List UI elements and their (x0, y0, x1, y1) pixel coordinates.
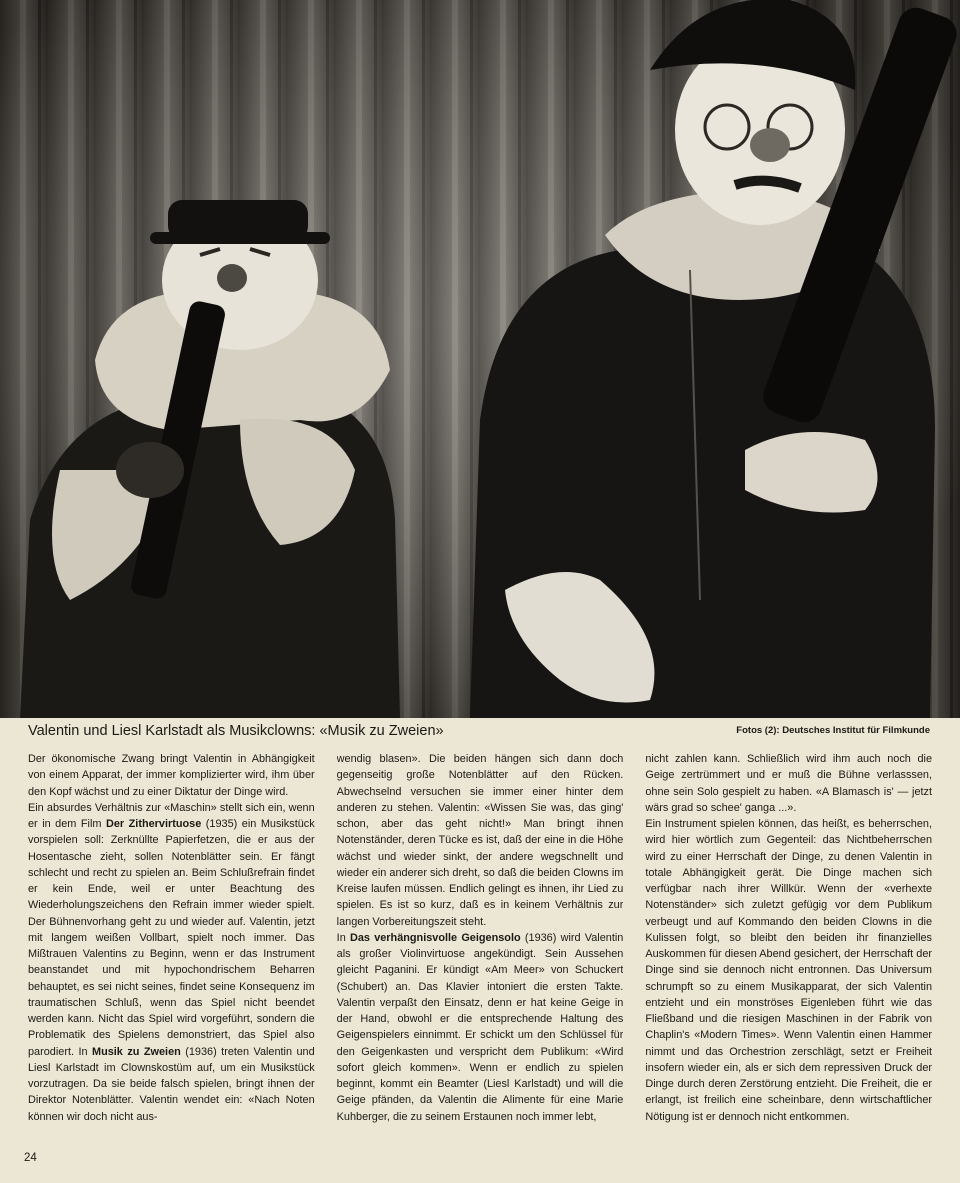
text-column-2 (337, 751, 624, 1151)
text-run: (1936) treten Valentin und Liesl Karlstadt im Clownskostüm auf, um ein Musikstück vorzutragen. Da sie beide falsch spielen, bringt ihnen der Direktor Notenblätter. Valentin wendet ein: «Nach Noten können wir doch nicht aus- (28, 1045, 315, 1123)
paragraph (337, 930, 624, 1125)
film-title: Das verhängnisvolle Geigensolo (349, 931, 521, 944)
text-column-1 (28, 751, 315, 1151)
photo-credit: Fotos (2): Deutsches Institut für Filmkunde (736, 725, 930, 736)
text-column-3 (645, 751, 932, 1151)
paragraph (645, 751, 932, 816)
page-number: 24 (24, 1152, 37, 1164)
text-run: In (336, 931, 350, 944)
text-run: (1936) wird Valentin als großer Violinvirtuose angekündigt. Sein Aussehen gleicht Paganini. Er kündigt «Am Meer» von Schuckert (Schubert) an. Das Klavier intoniert die ersten Takte. Valentin verpaßt den Einsatz, denn er hat keine Geige in der Hand, obwohl er die entsprechende Haltung des Geigenspielers einnimmt. Er schickt um den Schlüssel für den Geigenkasten und verspricht dem Publikum: «Wird sofort gleich kommen». Wenn er endlich zu spielen beginnt, kommt ein Beamter (Liesl Karlstadt) und will die Geige pfänden, da Valentin die Alimente für eine Marie Kuhberger, die zu seinem Erstaunen noch immer lebt, (336, 931, 624, 1123)
photo-caption: Valentin und Liesl Karlstadt als Musikclowns: «Musik zu Zweien» (28, 723, 444, 739)
article-body (28, 751, 932, 1151)
paragraph (337, 751, 624, 930)
paragraph (645, 816, 932, 1125)
film-title: Musik zu Zweien (92, 1045, 181, 1058)
text-run: Ein absurdes Verhältnis zur «Maschin» stellt sich ein, wenn er in dem Film (28, 801, 315, 830)
text-run: (1935) ein Musikstück vorspielen soll: Zerknüllte Papierfetzen, die er aus der Hosentasche zieht, sollen Notenblätter sein. Er fängt schlecht und recht zu spielen an. Beim Schlußrefrain findet er kein Ende, weil er unter Beachtung des Wiederholungszeichens den Refrain immer wieder spielt. Der Bühnenvorhang geht zu und wieder auf. Valentin, jetzt mit langem weißen Vollbart, spielt noch immer. Das Mißtrauen Valentins zu Beginn, wenn er das Instrument beanstandet und mit hypochondrischem Beharren behauptet, es sei nicht seines, findet seine Konsequenz im traumatischen Schluß, wenn das Spiel nicht beendet werden kann. Nicht das Spiel wird vorgeführt, sondern die Problematik des Spielens demonstriert, das Spiel also parodiert. In (28, 818, 315, 1058)
text-run: Ein Instrument spielen können, das heißt, es beherrschen, wird hier wörtlich zum Gegenteil: das Nichtbeherrschen wird zu einer Herrschaft der Dinge, zu denen Valentin in totale Abhängigkeit gerät. Die Dinge machen sich verfügbar nach ihrer Willkür. Wenn der «verhexte Notenständer» sich zuletzt gefügig vor dem Publikum verbeugt und auf Kommando den beiden Clowns in die Kulissen folgt, so bleibt den beiden ihr finanzielles Auskommen für diesen Abend gesichert, der Herrschaft der Dinge sind sie dennoch nicht entronnen. Das Universum schrumpft so zu einem Musikapparat, der sich Valentin entzieht und ein monströses Eigenleben führt wie das Fließband und die riesigen Maschinen in der Fabrik von Chaplin's «Modern Times». Wenn Valentin einen Hammer nimmt und das Orchestrion zerschlägt, setzt er Freiheit insofern wieder ein, als er sich dem repressiven Druck der Dinge durch deren Zerstörung entzieht. Die Freiheit, die er erlangt, ist freilich eine scheinbare, denn wirtschaftlicher Nötigung ist er dennoch nicht entkommen. (645, 818, 933, 1123)
paragraph (28, 751, 315, 800)
text-run: Der ökonomische Zwang bringt Valentin in Abhängigkeit von einem Apparat, der immer komplizierter wird, ihm über den Kopf wächst und zu einer Diktatur der Dinge wird. (28, 753, 315, 798)
film-title: Der Zithervirtuose (105, 818, 202, 830)
text-run: wendig blasen». Die beiden hängen sich dann doch gegenseitig große Notenblätter auf den Rücken. Abwechselnd versuchen sie immer einer hinter dem anderen zu stehen. Valentin: «Wissen Sie was, das ging' schon, aber das geht nicht!» Man bringt ihnen Notenständer, deren Tücke es ist, daß der eine in die Höhe wächst und wieder sinkt, der andere wegschnellt und wieder ein anderer sich dreht, so daß die beiden Clowns im Kreise laufen müssen. Endlich gelingt es ihnen, ihr Lied zu spielen. Es ist so kurz, daß es in keinem Verhältnis zur langen Vorbereitungszeit steht. (336, 753, 624, 928)
paragraph (28, 800, 315, 1125)
text-run: nicht zahlen kann. Schließlich wird ihm auch noch die Geige zertrümmert und er muß die Bühne verlasssen, ohne sein Solo gespielt zu haben. «A Blamasch is' — jetzt wärs grad so schee' ganga ...». (645, 753, 933, 814)
